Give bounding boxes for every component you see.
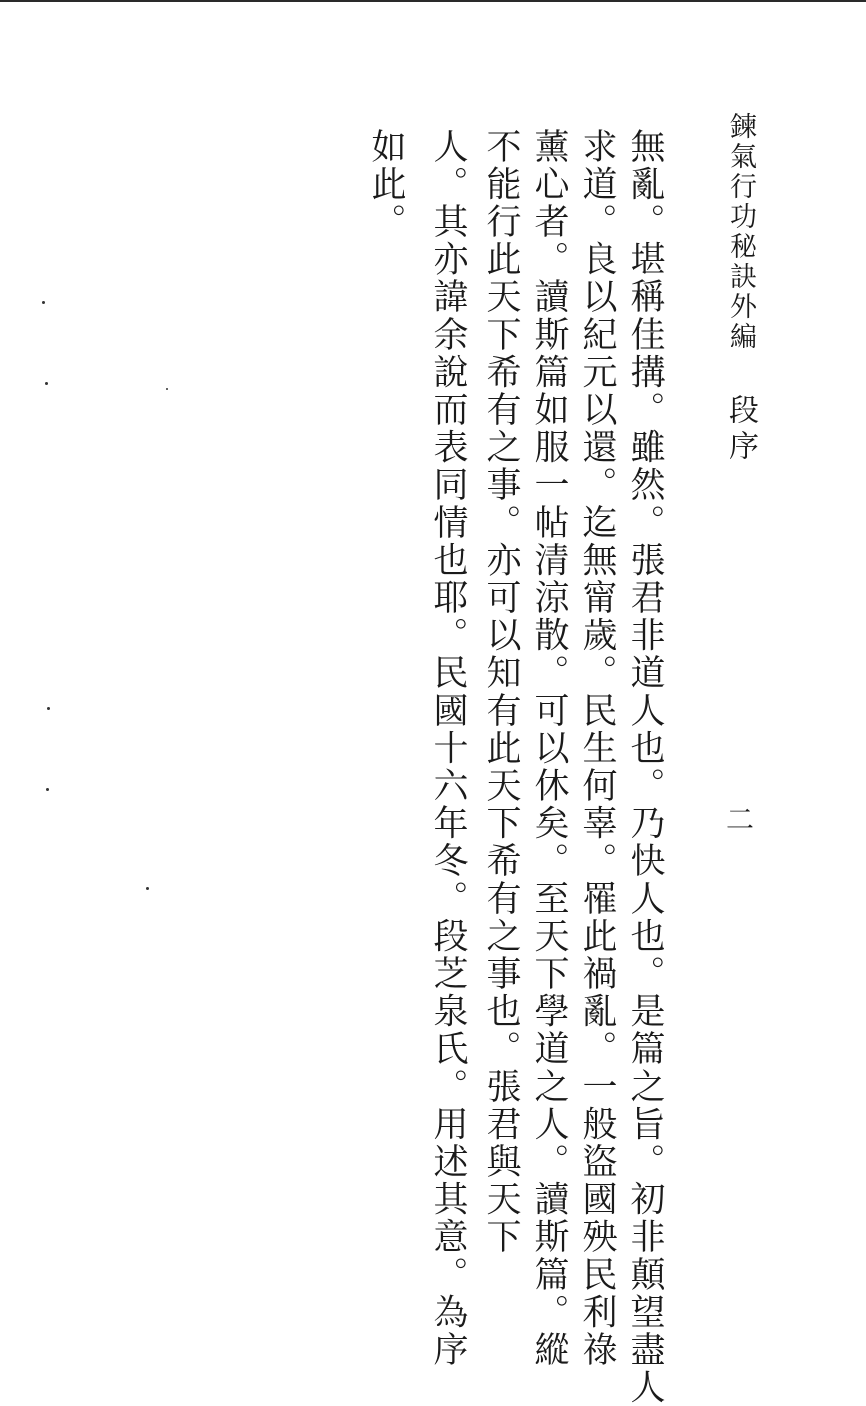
page-top-border [0,0,866,2]
text-column-4: 不能行此天下希有之事。亦可以知有此天下希有之事也。張君與天下 [481,128,521,1256]
text-column-2: 求道。良以紀元以還。迄無甯歲。民生何辜。罹此禍亂。一般盜國殃民利祿 [577,128,617,1369]
running-header-title: 鍊氣行功秘訣外編 [725,112,756,352]
page-number: 二 [726,803,755,836]
section-title: 段序 [723,394,758,466]
scan-speck [166,388,168,390]
scan-speck [46,788,49,791]
scan-speck [47,707,50,710]
text-column-3: 薰心者。讀斯篇如服一帖清涼散。可以休矣。至天下學道之人。讀斯篇。縱 [529,128,569,1369]
scan-speck [42,301,45,304]
scan-speck [146,887,149,890]
text-column-6: 如此。 [366,128,406,241]
text-column-5: 人。其亦諱余說而表同情也耶。民國十六年冬。段芝泉氏。用述其意。為序 [428,128,468,1369]
scan-speck [45,382,48,385]
text-column-1: 無亂。堪稱佳搆。雖然。張君非道人也。乃快人也。是篇之旨。初非顛望盡人 [625,128,665,1406]
